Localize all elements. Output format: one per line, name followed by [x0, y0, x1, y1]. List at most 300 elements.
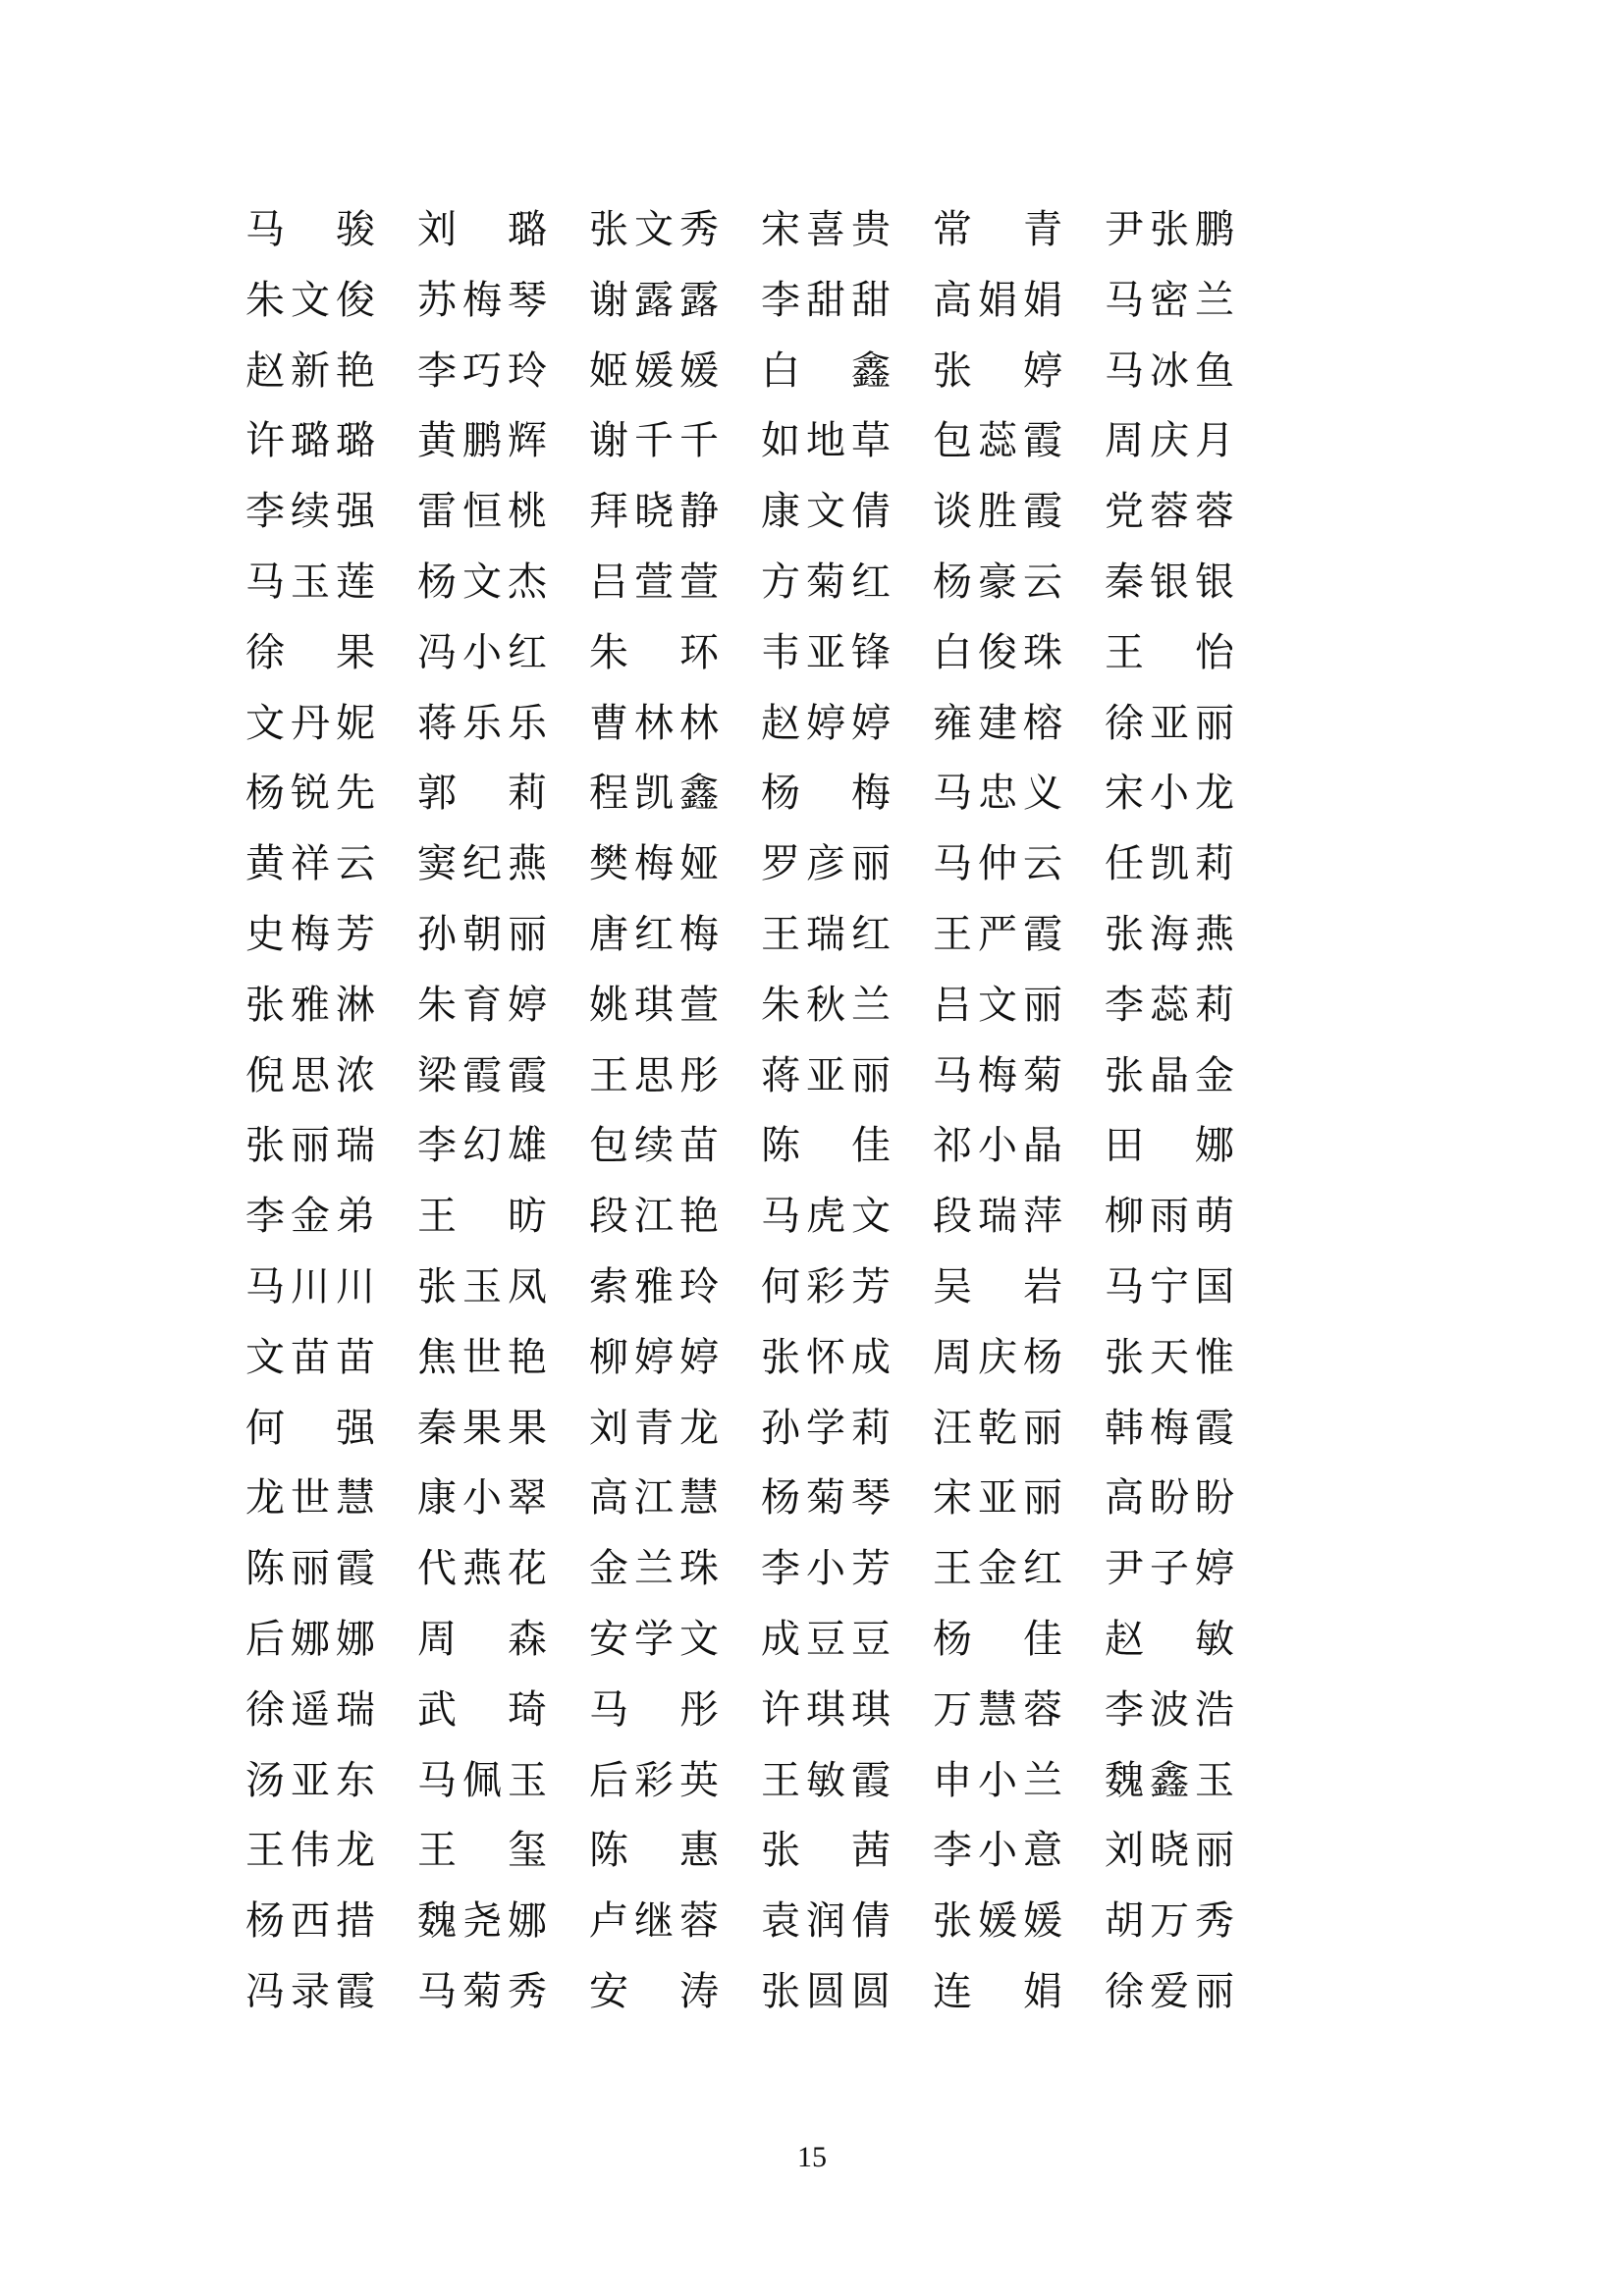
- name-cell: [589, 970, 719, 1041]
- name-cell: [1105, 1181, 1234, 1252]
- name-cell: [417, 405, 547, 476]
- name-character: 尹: [1105, 1546, 1144, 1591]
- name-cell: [589, 265, 719, 336]
- name-character: 龙: [245, 1475, 285, 1521]
- name-cell: [1105, 1393, 1234, 1464]
- name-character: 徐: [245, 629, 285, 674]
- name-character: 盼: [1150, 1475, 1189, 1521]
- name-cell: [245, 1604, 375, 1675]
- name-character: 琦: [508, 1686, 547, 1732]
- name-cell: [933, 476, 1062, 547]
- name-character: 瑞: [978, 1194, 1017, 1239]
- name-cell: [1105, 1110, 1234, 1181]
- name-character: 武: [417, 1686, 457, 1732]
- name-character: 娟: [1023, 1968, 1062, 2013]
- name-character: 玲: [679, 1263, 719, 1308]
- name-character: 康: [417, 1475, 457, 1521]
- name-cell: [589, 1110, 719, 1181]
- name-character: 苗: [679, 1123, 719, 1168]
- name-cell: [933, 1956, 1062, 2027]
- name-character: 义: [1023, 771, 1062, 816]
- name-character: 婷: [851, 700, 891, 745]
- name-character: 王: [933, 1546, 972, 1591]
- name-character: 焦: [417, 1334, 457, 1379]
- name-character: 张: [245, 1123, 285, 1168]
- name-character: 党: [1105, 489, 1144, 534]
- name-character: 俊: [978, 629, 1017, 674]
- name-character: 恒: [462, 489, 502, 534]
- name-character: 幻: [462, 1123, 502, 1168]
- name-cell: [245, 1533, 375, 1604]
- name-cell: [245, 1886, 375, 1956]
- name-character: 艳: [508, 1334, 547, 1379]
- name-character: 赵: [761, 700, 800, 745]
- name-cell: [1105, 1815, 1234, 1886]
- name-character: 继: [634, 1898, 674, 1944]
- name-character: 雨: [1150, 1194, 1189, 1239]
- name-character: 巧: [462, 347, 502, 393]
- name-character: 曹: [589, 700, 628, 745]
- name-character: 马: [1105, 277, 1144, 322]
- name-character: 文: [978, 982, 1017, 1027]
- name-cell: [761, 405, 891, 476]
- name-character: 强: [336, 1405, 375, 1450]
- name-cell: [245, 336, 375, 406]
- name-character: 李: [245, 489, 285, 534]
- name-character: 丽: [851, 841, 891, 886]
- name-character: 秀: [679, 207, 719, 251]
- name-cell: [933, 194, 1062, 265]
- name-cell: [933, 1110, 1062, 1181]
- name-character: 万: [933, 1686, 972, 1732]
- name-character: 思: [634, 1052, 674, 1097]
- name-character: 李: [761, 1546, 800, 1591]
- name-character: 文: [679, 1616, 719, 1661]
- name-character: 甜: [806, 277, 845, 322]
- name-character: 敏: [806, 1757, 845, 1802]
- name-cell: [245, 1815, 375, 1886]
- name-character: 周: [417, 1616, 457, 1661]
- name-cell: [245, 405, 375, 476]
- name-character: 凯: [1150, 841, 1189, 886]
- name-cell: [761, 970, 891, 1041]
- name-cell: [417, 1886, 547, 1956]
- name-character: 玉: [291, 559, 330, 604]
- name-character: 遥: [291, 1686, 330, 1732]
- name-character: 亚: [1150, 700, 1189, 745]
- name-character: 丽: [1195, 1968, 1234, 2013]
- name-character: 思: [291, 1052, 330, 1097]
- name-character: 鑫: [1150, 1757, 1189, 1802]
- name-character: 周: [1105, 418, 1144, 463]
- name-character: 建: [978, 700, 1017, 745]
- name-character: 杨: [417, 559, 457, 604]
- name-character: 桃: [508, 489, 547, 534]
- name-character: 怡: [1195, 629, 1234, 674]
- name-character: 黄: [245, 841, 285, 886]
- name-character: 罗: [761, 841, 800, 886]
- name-character: 露: [679, 277, 719, 322]
- name-character: 云: [336, 841, 375, 886]
- name-cell: [417, 1745, 547, 1816]
- name-character: 姬: [589, 347, 628, 393]
- name-character: 金: [978, 1546, 1017, 1591]
- name-character: 樊: [589, 841, 628, 886]
- name-character: 森: [508, 1616, 547, 1661]
- name-character: 文: [634, 207, 674, 251]
- name-cell: [417, 476, 547, 547]
- name-cell: [761, 688, 891, 759]
- name-character: 袁: [761, 1898, 800, 1944]
- name-character: 霞: [1195, 1405, 1234, 1450]
- name-cell: [589, 194, 719, 265]
- name-cell: [417, 1604, 547, 1675]
- name-character: 王: [761, 1757, 800, 1802]
- name-character: 璐: [291, 418, 330, 463]
- name-character: 秋: [806, 982, 845, 1027]
- name-cell: [589, 1886, 719, 1956]
- name-character: 张: [245, 982, 285, 1027]
- name-character: 林: [634, 700, 674, 745]
- name-character: 蓉: [1195, 489, 1234, 534]
- name-character: 丽: [291, 1123, 330, 1168]
- name-character: 胜: [978, 489, 1017, 534]
- name-character: 包: [933, 418, 972, 463]
- name-cell: [933, 1533, 1062, 1604]
- name-cell: [1105, 476, 1234, 547]
- name-cell: [761, 1322, 891, 1393]
- name-character: 青: [1023, 207, 1062, 251]
- name-character: 何: [245, 1405, 285, 1450]
- name-character: 丽: [508, 911, 547, 956]
- name-character: 娜: [508, 1898, 547, 1944]
- name-character: 弟: [336, 1194, 375, 1239]
- name-cell: [1105, 1604, 1234, 1675]
- name-character: 芳: [851, 1263, 891, 1308]
- name-character: 马: [245, 1263, 285, 1308]
- name-cell: [933, 1886, 1062, 1956]
- name-cell: [417, 265, 547, 336]
- name-cell: [761, 1041, 891, 1111]
- name-character: 冯: [245, 1968, 285, 2013]
- name-character: 晶: [1023, 1123, 1062, 1168]
- name-cell: [1105, 1533, 1234, 1604]
- name-character: 吕: [589, 559, 628, 604]
- name-character: 梅: [1150, 1405, 1189, 1450]
- name-cell: [1105, 1463, 1234, 1533]
- name-character: 鱼: [1195, 347, 1234, 393]
- name-character: 谈: [933, 489, 972, 534]
- name-cell: [417, 1533, 547, 1604]
- name-character: 娅: [679, 841, 719, 886]
- name-character: 赵: [1105, 1616, 1144, 1661]
- name-character: 宋: [933, 1475, 972, 1521]
- name-cell: [245, 1322, 375, 1393]
- name-character: 霞: [336, 1546, 375, 1591]
- name-character: 婷: [806, 700, 845, 745]
- name-character: 徐: [1105, 1968, 1144, 2013]
- name-character: 世: [291, 1475, 330, 1521]
- name-character: 子: [1150, 1546, 1189, 1591]
- name-character: 学: [806, 1405, 845, 1450]
- name-character: 媛: [1023, 1898, 1062, 1944]
- name-cell: [245, 617, 375, 688]
- name-character: 秀: [1195, 1898, 1234, 1944]
- name-character: 索: [589, 1263, 628, 1308]
- name-cell: [417, 617, 547, 688]
- name-cell: [589, 1815, 719, 1886]
- name-character: 红: [851, 911, 891, 956]
- name-character: 杨: [933, 1616, 972, 1661]
- name-cell: [1105, 970, 1234, 1041]
- name-character: 杨: [761, 771, 800, 816]
- name-character: 晓: [634, 489, 674, 534]
- name-character: 梅: [679, 911, 719, 956]
- name-cell: [761, 1745, 891, 1816]
- name-character: 莉: [1195, 841, 1234, 886]
- name-character: 汤: [245, 1757, 285, 1802]
- name-character: 小: [978, 1828, 1017, 1873]
- name-character: 田: [1105, 1123, 1144, 1168]
- name-character: 倪: [245, 1052, 285, 1097]
- name-cell: [589, 1322, 719, 1393]
- name-cell: [761, 1886, 891, 1956]
- name-cell: [245, 899, 375, 970]
- name-character: 马: [933, 1052, 972, 1097]
- name-character: 瑞: [336, 1686, 375, 1732]
- name-character: 王: [589, 1052, 628, 1097]
- name-character: 吕: [933, 982, 972, 1027]
- name-character: 鹏: [462, 418, 502, 463]
- name-cell: [1105, 617, 1234, 688]
- name-character: 小: [978, 1757, 1017, 1802]
- name-character: 梁: [417, 1052, 457, 1097]
- name-character: 连: [933, 1968, 972, 2013]
- name-character: 翠: [508, 1475, 547, 1521]
- name-character: 马: [761, 1194, 800, 1239]
- name-character: 马: [933, 771, 972, 816]
- name-character: 菊: [462, 1968, 502, 2013]
- name-cell: [761, 1181, 891, 1252]
- name-character: 秦: [417, 1405, 457, 1450]
- name-character: 安: [589, 1616, 628, 1661]
- name-character: 燕: [508, 841, 547, 886]
- name-character: 白: [933, 629, 972, 674]
- name-character: 晓: [1150, 1828, 1189, 1873]
- name-character: 露: [634, 277, 674, 322]
- name-character: 段: [933, 1194, 972, 1239]
- name-character: 月: [1195, 418, 1234, 463]
- page-number: 15: [797, 2141, 827, 2173]
- name-character: 马: [589, 1686, 628, 1732]
- name-cell: [245, 688, 375, 759]
- name-character: 安: [589, 1968, 628, 2013]
- name-character: 世: [462, 1334, 502, 1379]
- name-character: 怀: [806, 1334, 845, 1379]
- name-character: 王: [761, 911, 800, 956]
- name-character: 张: [1150, 207, 1189, 251]
- name-character: 包: [589, 1123, 628, 1168]
- name-character: 魏: [417, 1898, 457, 1944]
- name-character: 爱: [1150, 1968, 1189, 2013]
- name-character: 先: [336, 771, 375, 816]
- name-character: 瑞: [806, 911, 845, 956]
- name-character: 兰: [1023, 1757, 1062, 1802]
- name-character: 亚: [806, 629, 845, 674]
- name-cell: [245, 828, 375, 899]
- name-character: 婷: [634, 1334, 674, 1379]
- name-cell: [245, 970, 375, 1041]
- name-cell: [1105, 758, 1234, 828]
- name-character: 何: [761, 1263, 800, 1308]
- name-cell: [933, 688, 1062, 759]
- name-character: 梅: [291, 911, 330, 956]
- name-character: 小: [806, 1546, 845, 1591]
- name-character: 红: [1023, 1546, 1062, 1591]
- name-character: 萱: [679, 982, 719, 1027]
- name-character: 浩: [1195, 1686, 1234, 1732]
- name-character: 蒋: [761, 1052, 800, 1097]
- name-character: 琪: [806, 1686, 845, 1732]
- name-character: 马: [417, 1757, 457, 1802]
- name-character: 尧: [462, 1898, 502, 1944]
- name-character: 霞: [336, 1968, 375, 2013]
- name-cell: [589, 476, 719, 547]
- name-cell: [417, 828, 547, 899]
- name-character: 刘: [1105, 1828, 1144, 1873]
- name-character: 兰: [1195, 277, 1234, 322]
- name-character: 萍: [1023, 1194, 1062, 1239]
- name-character: 朱: [417, 982, 457, 1027]
- name-character: 圆: [806, 1968, 845, 2013]
- name-character: 高: [589, 1475, 628, 1521]
- name-character: 红: [508, 629, 547, 674]
- name-character: 窦: [417, 841, 457, 886]
- name-cell: [417, 688, 547, 759]
- name-character: 小: [978, 1123, 1017, 1168]
- name-character: 续: [291, 489, 330, 534]
- name-cell: [761, 828, 891, 899]
- name-character: 宋: [1105, 771, 1144, 816]
- name-character: 玉: [462, 1263, 502, 1308]
- name-character: 马: [1105, 1263, 1144, 1308]
- name-character: 娜: [1195, 1123, 1234, 1168]
- name-cell: [761, 758, 891, 828]
- name-cell: [417, 758, 547, 828]
- name-character: 珠: [1023, 629, 1062, 674]
- name-character: 马: [933, 841, 972, 886]
- name-character: 许: [245, 418, 285, 463]
- name-character: 蓉: [1150, 489, 1189, 534]
- name-cell: [417, 1815, 547, 1886]
- name-character: 江: [634, 1475, 674, 1521]
- name-character: 鹏: [1195, 207, 1234, 251]
- name-character: 国: [1195, 1263, 1234, 1308]
- name-character: 周: [933, 1334, 972, 1379]
- name-cell: [589, 758, 719, 828]
- name-cell: [589, 1252, 719, 1322]
- name-character: 拜: [589, 489, 628, 534]
- name-cell: [245, 476, 375, 547]
- name-character: 兰: [634, 1546, 674, 1591]
- name-character: 严: [978, 911, 1017, 956]
- name-character: 成: [761, 1616, 800, 1661]
- name-character: 丹: [291, 700, 330, 745]
- name-character: 龙: [679, 1405, 719, 1450]
- name-character: 马: [245, 207, 285, 251]
- name-character: 珠: [679, 1546, 719, 1591]
- name-character: 常: [933, 207, 972, 251]
- name-character: 川: [291, 1263, 330, 1308]
- name-cell: [1105, 1252, 1234, 1322]
- name-cell: [589, 688, 719, 759]
- name-character: 方: [761, 559, 800, 604]
- name-character: 佩: [462, 1757, 502, 1802]
- name-cell: [761, 1252, 891, 1322]
- name-character: 杰: [508, 559, 547, 604]
- name-cell: [1105, 828, 1234, 899]
- name-character: 王: [1105, 629, 1144, 674]
- name-character: 文: [245, 1334, 285, 1379]
- name-cell: [1105, 688, 1234, 759]
- name-character: 菊: [806, 1475, 845, 1521]
- name-character: 霞: [1023, 911, 1062, 956]
- name-character: 张: [761, 1968, 800, 2013]
- name-character: 萌: [1195, 1194, 1234, 1239]
- name-character: 琴: [508, 277, 547, 322]
- name-character: 梅: [851, 771, 891, 816]
- name-character: 续: [634, 1123, 674, 1168]
- name-character: 彤: [679, 1686, 719, 1732]
- name-character: 梅: [462, 277, 502, 322]
- name-character: 冰: [1150, 347, 1189, 393]
- name-cell: [1105, 1886, 1234, 1956]
- name-character: 璐: [508, 207, 547, 251]
- name-character: 文: [462, 559, 502, 604]
- name-character: 金: [291, 1194, 330, 1239]
- name-cell: [417, 1956, 547, 2027]
- name-cell: [1105, 1322, 1234, 1393]
- name-character: 唐: [589, 911, 628, 956]
- name-cell: [417, 1181, 547, 1252]
- name-character: 龙: [336, 1828, 375, 1873]
- name-character: 莉: [851, 1405, 891, 1450]
- name-character: 苗: [291, 1334, 330, 1379]
- name-cell: [589, 1393, 719, 1464]
- name-cell: [761, 899, 891, 970]
- name-character: 地: [806, 418, 845, 463]
- name-character: 莲: [336, 559, 375, 604]
- name-character: 英: [679, 1757, 719, 1802]
- name-character: 韦: [761, 629, 800, 674]
- name-character: 莉: [508, 771, 547, 816]
- name-character: 谢: [589, 277, 628, 322]
- name-character: 锋: [851, 629, 891, 674]
- name-character: 蕊: [978, 418, 1017, 463]
- name-cell: [245, 1675, 375, 1745]
- name-character: 红: [634, 911, 674, 956]
- name-character: 小: [462, 629, 502, 674]
- name-cell: [933, 1252, 1062, 1322]
- name-character: 倩: [851, 1898, 891, 1944]
- name-character: 李: [417, 347, 457, 393]
- name-character: 朱: [589, 629, 628, 674]
- name-character: 彦: [806, 841, 845, 886]
- name-character: 惟: [1195, 1334, 1234, 1379]
- name-character: 万: [1150, 1898, 1189, 1944]
- name-character: 李: [417, 1123, 457, 1168]
- name-character: 霞: [1023, 418, 1062, 463]
